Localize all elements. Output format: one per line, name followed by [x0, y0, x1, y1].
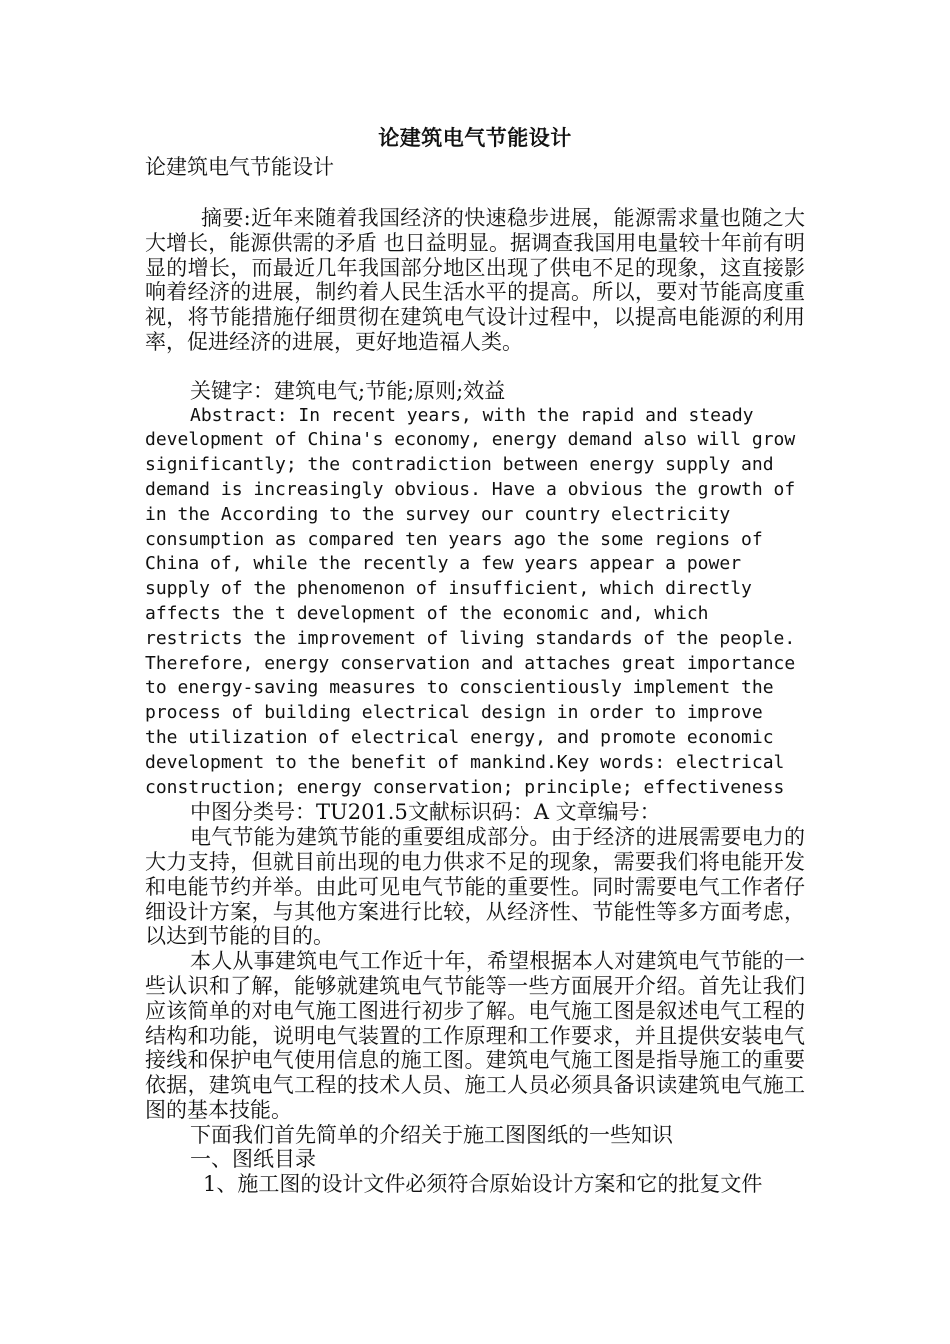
abstract-english	[145, 404, 805, 801]
keywords-chinese: 关键字：建筑电气;节能;原则;效益	[190, 378, 506, 403]
abstract-english-text: Abstract: In recent years, with the rapid and steady development of China's economy, energy demand also will grow significantly; the contradiction between energy supply and demand is increasingly obvious. Have a obvious the growth of in the According to the survey our country electricity consumption as compared ten years ago the some regions of China of, while the recently a few years appear a power supply of the phenomenon of insufficient, which directly affects the t development of the economic and, which restricts the improvement of living standards of the people. Therefore, energy conservation and attaches great importance to energy-saving measures to conscientiously implement the process of building electrical design in order to improve the utilization of electrical energy, and promote economic development to the benefit of mankind.Key words: electrical construction; energy conservation; principle; effectiveness	[145, 404, 796, 798]
document-content	[145, 122, 805, 1197]
paragraph-gap	[145, 355, 805, 379]
section-heading: 一、图纸目录	[190, 1147, 316, 1172]
classification-line: 中图分类号：TU201.5文献标识码：A 文章编号：	[190, 800, 661, 825]
body-paragraph-2: 本人从事建筑电气工作近十年，希望根据本人对建筑电气节能的一些认识和了解，能够就建筑电气节能等一些方面展开介绍。首先让我们应该简单的对电气施工图进行初步了解。电气施工图是叙述电气工程的结构和功能，说明电气装置的工作原理和工作要求，并且提供安装电气接线和保护电气使用信息的施工图。建筑电气施工图是指导施工的重要依据，建筑电气工程的技术人员、施工人员必须具备识读建筑电气施工图的基本技能。	[145, 949, 805, 1122]
document-title: 论建筑电气节能设计	[378, 125, 572, 150]
list-item-1: 1、施工图的设计文件必须符合原始设计方案和它的批复文件	[203, 1172, 763, 1197]
abstract-chinese: 摘要:近年来随着我国经济的快速稳步进展，能源需求量也随之大大增长，能源供需的矛盾 也日益明显。据调查我国用电量较十年前有明显的增长，而最近几年我国部分地区出现了供电不足的现象，这直接影响着经济的进展，制约着人民生活水平的提高。所以，要对节能高度重视，将节能措施仔细贯彻在建筑电气设计过程中，以提高电能源的利用率，促进经济的进展，更好地造福人类。	[145, 206, 805, 354]
body-paragraph-3: 下面我们首先简单的介绍关于施工图图纸的一些知识	[190, 1122, 673, 1147]
document-subtitle: 论建筑电气节能设计	[145, 155, 334, 179]
body-paragraph-1: 电气节能为建筑节能的重要组成部分。由于经济的进展需要电力的大力支持，但就目前出现的电力供求不足的现象，需要我们将电能开发和电能节约并举。由此可见电气节能的重要性。同时需要电气工作者仔细设计方案，与其他方案进行比较，从经济性、节能性等多方面考虑，以达到节能的目的。	[145, 825, 805, 949]
